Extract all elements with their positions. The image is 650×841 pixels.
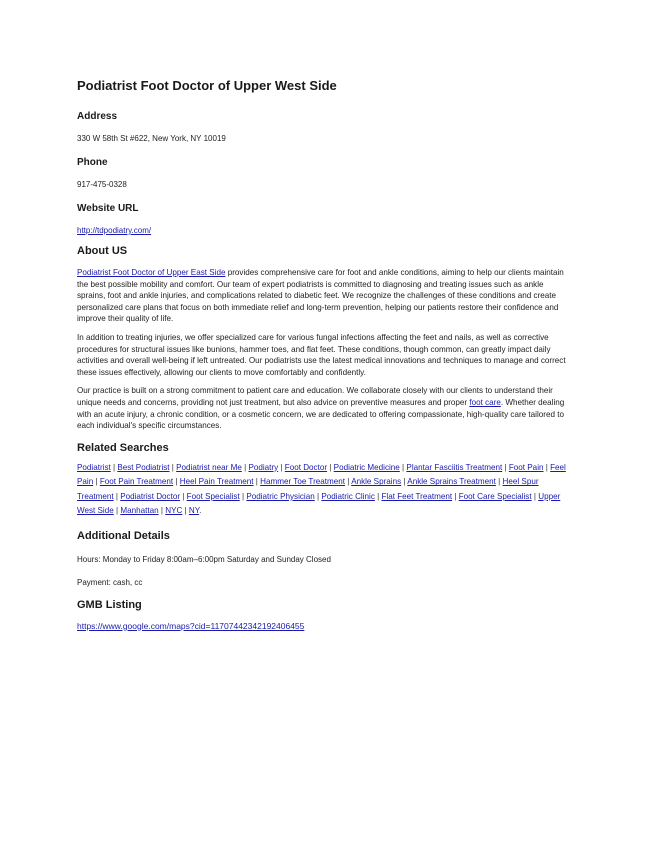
about-paragraph-3-text-a: Our practice is built on a strong commitment to patient care and education. We collaborate closely with our clients to understand their unique needs and concerns, providing not just treatment, but also advice on preventive measures and proper [77, 386, 553, 407]
website-heading: Website URL [77, 203, 139, 214]
related-separator: | [345, 477, 352, 487]
related-searches-heading: Related Searches [77, 441, 169, 454]
related-search-link[interactable]: Podiatrist near Me [176, 462, 242, 472]
related-separator: | [495, 477, 503, 487]
related-search-link[interactable]: Ankle Sprains Treatment [407, 477, 496, 487]
related-search-link[interactable]: Upper West Side [77, 491, 561, 516]
related-search-link[interactable]: Foot Doctor [284, 462, 328, 472]
related-search-link[interactable]: Podiatry [248, 462, 279, 472]
related-separator: | [452, 491, 459, 501]
address-heading: Address [77, 111, 118, 122]
related-separator: | [169, 462, 177, 472]
related-search-link[interactable]: Hammer Toe Treatment [260, 477, 346, 487]
related-separator: | [399, 462, 407, 472]
related-search-link[interactable]: Plantar Fasciitis Treatment [406, 462, 503, 472]
gmb-heading: GMB Listing [77, 598, 142, 611]
related-separator: | [180, 491, 187, 501]
related-separator: | [327, 462, 334, 472]
related-separator: | [93, 477, 100, 487]
about-paragraph-3 [77, 385, 574, 431]
related-search-link[interactable]: Foot Pain [508, 462, 544, 472]
related-separator: | [158, 506, 166, 516]
related-search-link[interactable]: Podiatrist Doctor [120, 491, 181, 501]
related-search-link[interactable]: NY [188, 506, 200, 516]
related-separator: | [374, 491, 382, 501]
related-search-link[interactable]: Ankle Sprains [351, 477, 402, 487]
related-end-period: . [199, 506, 202, 516]
related-search-link[interactable]: Podiatrist [77, 462, 111, 472]
document-content [77, 76, 574, 632]
related-search-link[interactable]: Foot Care Specialist [458, 491, 532, 501]
about-paragraph-1-text: provides comprehensive care for foot and ankle conditions, aiming to help our clients maintain the best possible mobility and comfort. Our team of expert podiatrists is committed to diagnosing and treating issues such as ankle sprains, foot and ankle injuries, and complications related to diabetic feet. We recognize the challenges of these conditions and create personalized care plans that focus on both immediate relief and long-term prevention, helping our patients restore their confidence and improve their quality of life. [77, 268, 564, 324]
related-search-link[interactable]: Podiatric Clinic [321, 491, 375, 501]
related-search-link[interactable]: Heel Spur Treatment [77, 477, 539, 501]
related-separator: | [113, 491, 121, 501]
page-title: Podiatrist Foot Doctor of Upper West Side [77, 78, 337, 93]
related-separator: | [278, 462, 285, 472]
related-separator: | [239, 491, 247, 501]
about-paragraph-1 [77, 267, 574, 325]
related-search-link[interactable]: Foot Specialist [186, 491, 240, 501]
related-search-link[interactable]: Manhattan [120, 506, 159, 516]
related-separator: | [543, 462, 551, 472]
related-separator: | [113, 506, 121, 516]
related-separator: | [173, 477, 180, 487]
related-search-link[interactable]: Podiatric Medicine [333, 462, 400, 472]
related-search-link[interactable]: Heel Pain Treatment [179, 477, 254, 487]
related-searches-list [77, 461, 574, 519]
hours-text: Hours: Monday to Friday 8:00am–6:00pm Saturday and Sunday Closed [77, 554, 331, 564]
about-paragraph-3-text-b: . Whether dealing with an acute injury, a chronic condition, or a cosmetic concern, we are dedicated to offering compassionate, high-quality care tailored to each individual's specific circumstances. [77, 397, 565, 431]
related-search-link[interactable]: Foot Pain Treatment [99, 477, 174, 487]
related-search-link[interactable]: Flat Feet Treatment [381, 491, 453, 501]
payment-text: Payment: cash, cc [77, 577, 143, 587]
related-search-link[interactable]: NYC [165, 506, 183, 516]
related-separator: | [531, 491, 539, 501]
gmb-link[interactable]: https://www.google.com/maps?cid=11707442342192406455 [77, 620, 305, 631]
website-link[interactable]: http://tdpodiatry.com/ [77, 226, 152, 235]
related-separator: | [401, 477, 408, 487]
related-search-link[interactable]: Best Podiatrist [117, 462, 170, 472]
upper-east-side-link[interactable]: Podiatrist Foot Doctor of Upper East Side [77, 268, 226, 277]
related-search-link[interactable]: Podiatric Physician [246, 491, 315, 501]
foot-care-link[interactable]: foot care [469, 397, 501, 407]
related-separator: | [241, 462, 249, 472]
related-search-link[interactable]: Feel Pain [77, 462, 566, 487]
related-separator: | [110, 462, 118, 472]
related-separator: | [182, 506, 189, 516]
about-heading: About US [77, 245, 128, 257]
related-separator: | [502, 462, 509, 472]
phone-value: 917-475-0328 [77, 180, 127, 189]
related-separator: | [253, 477, 261, 487]
address-value: 330 W 58th St #622, New York, NY 10019 [77, 134, 226, 143]
phone-heading: Phone [77, 157, 108, 168]
about-paragraph-2: In addition to treating injuries, we offer specialized care for various fungal infections affecting the feet and nails, as well as corrective procedures for structural issues like bunions, hammer toes, and flat feet. These conditions, though common, can greatly impact daily activities and overall well-being if left untreated. Our podiatrists use the latest medical innovations and techniques to manage and correct these issues effectively, allowing our clients to move comfortably and confidently. [77, 332, 566, 377]
additional-details-heading: Additional Details [77, 529, 170, 542]
related-separator: | [314, 491, 322, 501]
